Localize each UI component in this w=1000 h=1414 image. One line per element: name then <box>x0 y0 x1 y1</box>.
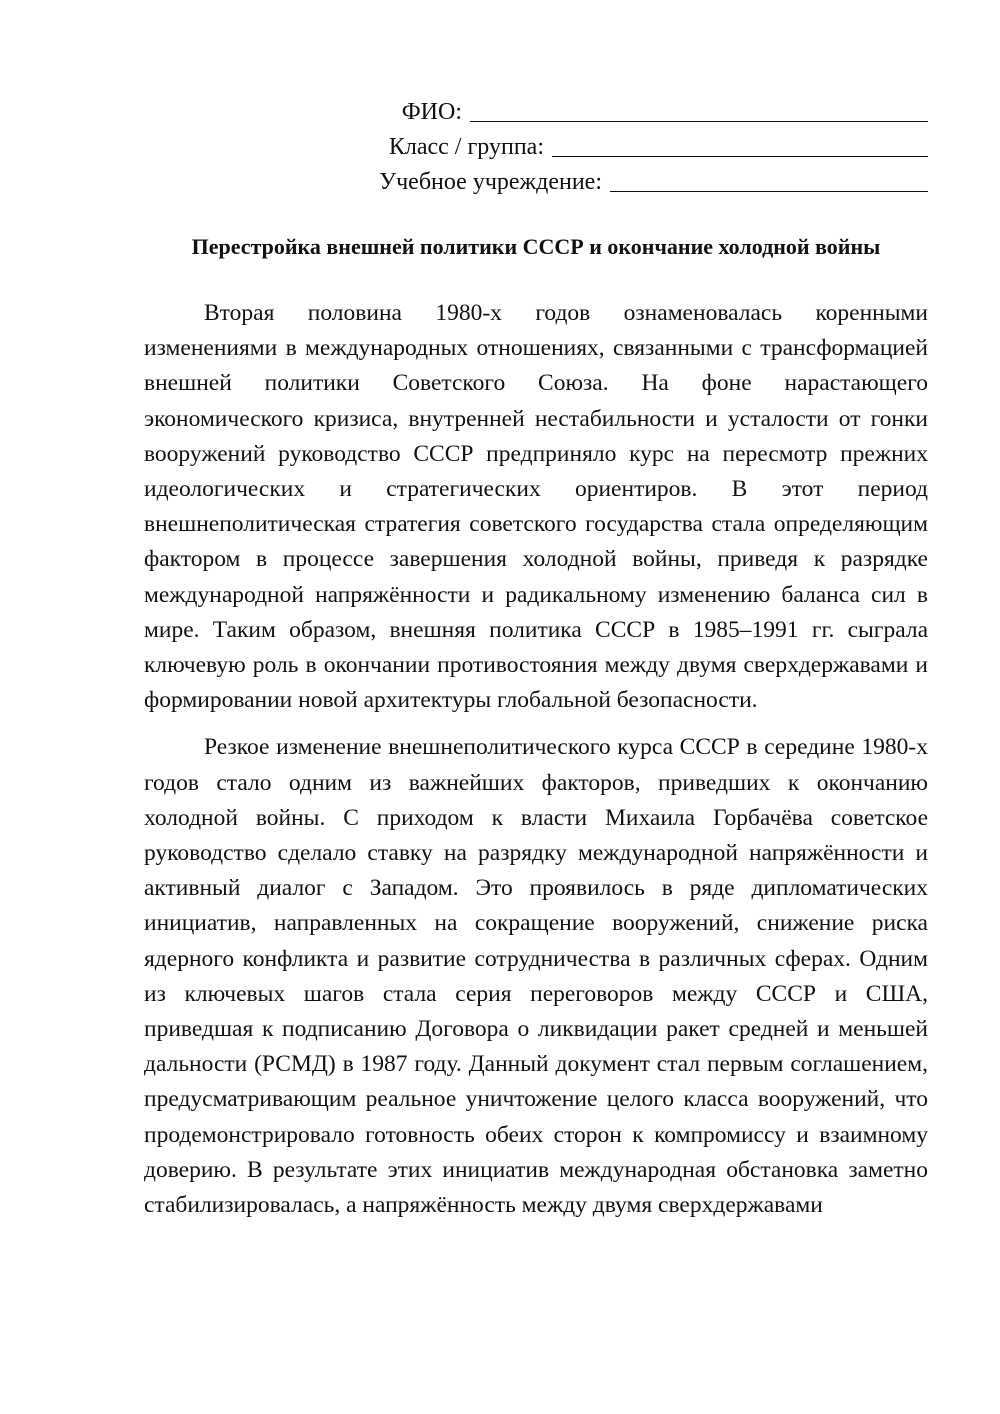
school-field-row <box>300 162 928 197</box>
school-field-label: Учебное учреждение: <box>379 169 602 195</box>
name-field-blank <box>470 97 928 122</box>
document-title: Перестройка внешней политики СССР и окончание холодной войны <box>191 234 881 259</box>
class-field-label: Класс / группа: <box>388 134 544 160</box>
name-field-label: ФИО: <box>401 99 462 125</box>
paragraph-1: Вторая половина 1980-х годов ознаменовалась коренными изменениями в международных отношениях, связанными с трансформацией внешней политики Советского Союза. На фоне нарастающего экономического кризиса, внутренней нестабильности и усталости от гонки вооружений руководство СССР предприняло курс на пересмотр прежних идеологических и стратегических ориентиров. В этот период внешнеполитическая стратегия советского государства стала определяющим фактором в процессе завершения холодной войны, приведя к разрядке международной напряжённости и радикальному изменению баланса сил в мире. Таким образом, внешняя политика СССР в 1985–1991 гг. сыграла ключевую роль в окончании противостояния между двумя сверхдержавами и формировании новой архитектуры глобальной безопасности. <box>144 300 928 714</box>
name-field-row <box>300 92 928 127</box>
student-info-fields <box>300 92 928 197</box>
document-body <box>144 296 928 1235</box>
paragraph-2: Резкое изменение внешнеполитического курса СССР в середине 1980-х годов стало одним из важнейших факторов, приведших к окончанию холодной войны. С приходом к власти Михаила Горбачёва советское руководство сделало ставку на разрядку международной напряжённости и активный диалог с Западом. Это проявилось в ряде дипломатических инициатив, направленных на сокращение вооружений, снижение риска ядерного конфликта и развитие сотрудничества в различных сферах. Одним из ключевых шагов стала серия переговоров между СССР и США, приведшая к подписанию Договора о ликвидации ракет средней и меньшей дальности (РСМД) в 1987 году. Данный документ стал первым соглашением, предусматривающим реальное уничтожение целого класса вооружений, что продемонстрировало готовность обеих сторон к компромиссу и взаимному доверию. В результате этих инициатив международная обстановка заметно стабилизировалась, а напряжённость между двумя сверхдержавами <box>144 734 928 1219</box>
class-field-row <box>300 127 928 162</box>
school-field-blank <box>610 167 928 192</box>
class-field-blank <box>552 132 928 157</box>
